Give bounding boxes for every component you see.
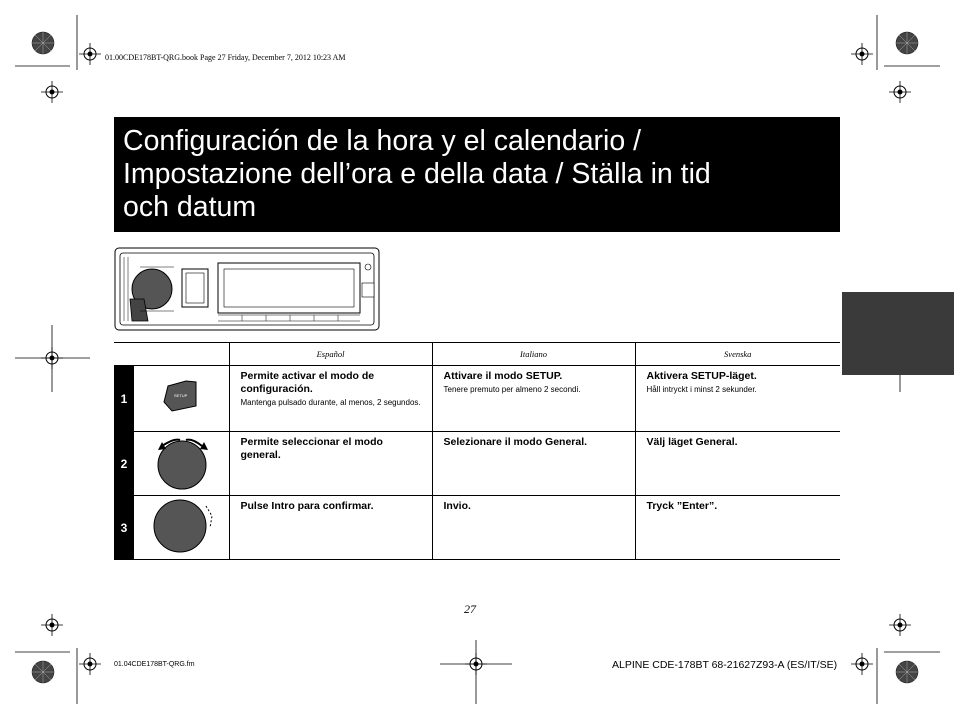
registration-star-icon	[32, 32, 54, 54]
step-main-text: Permite seleccionar el modo general.	[240, 436, 383, 461]
registration-cross-icon	[889, 81, 911, 103]
table-row	[114, 432, 840, 496]
registration-cross-icon	[889, 614, 911, 636]
step-sub-text: Mantenga pulsado durante, al menos, 2 segundos.	[240, 398, 421, 407]
section-tab	[842, 292, 954, 375]
step-main-text: Aktivera SETUP-läget.	[646, 370, 757, 382]
table-row	[114, 496, 840, 560]
column-header-sv: Svenska	[635, 343, 840, 366]
registration-cross-icon	[41, 81, 63, 103]
enter-knob-icon	[134, 496, 229, 554]
page-number: 27	[464, 602, 476, 616]
footer-model-code: ALPINE CDE-178BT 68-21627Z93-A (ES/IT/SE)	[612, 659, 838, 671]
column-header-it: Italiano	[432, 343, 635, 366]
rotary-knob-icon	[134, 432, 229, 490]
registration-star-icon	[896, 32, 918, 54]
registration-cross-icon	[41, 614, 63, 636]
svg-text:SETUP: SETUP	[174, 393, 188, 398]
title-line-1: Configuración de la hora y el calendario /	[123, 125, 642, 157]
step-main-text: Permite activar el modo de configuración.	[240, 370, 375, 395]
step-main-text: Tryck ”Enter”.	[646, 500, 718, 512]
table-row	[114, 366, 840, 432]
registration-cross-icon	[79, 43, 101, 65]
step-main-text: Pulse Intro para confirmar.	[240, 500, 374, 512]
table-header-row	[114, 343, 840, 366]
registration-star-icon	[896, 661, 918, 683]
steps-table	[114, 342, 840, 560]
head-unit-illustration	[114, 247, 380, 331]
step-number: 2	[114, 432, 134, 496]
step-sub-text: Tenere premuto per almeno 2 secondi.	[443, 385, 581, 394]
step-sub-text: Håll intryckt i minst 2 sekunder.	[646, 385, 757, 394]
setup-button-icon	[134, 366, 229, 426]
registration-cross-icon	[79, 653, 101, 675]
step-main-text: Invio.	[443, 500, 471, 512]
step-main-text: Attivare il modo SETUP.	[443, 370, 563, 382]
registration-cross-icon	[851, 653, 873, 675]
page-title	[114, 117, 840, 232]
title-line-3: och datum	[123, 191, 257, 223]
step-main-text: Selezionare il modo General.	[443, 436, 588, 448]
step-number: 3	[114, 496, 134, 560]
title-line-2: Impostazione dell’ora e della data / Ställa in tid	[123, 158, 711, 190]
registration-star-icon	[32, 661, 54, 683]
header-line: 01.00CDE178BT-QRG.book Page 27 Friday, December 7, 2012 10:23 AM	[105, 53, 346, 62]
registration-cross-icon	[851, 43, 873, 65]
footer-file-name: 01.04CDE178BT-QRG.fm	[114, 661, 195, 668]
column-header-es: Español	[229, 343, 432, 366]
step-number: 1	[114, 366, 134, 432]
step-main-text: Välj läget General.	[646, 436, 738, 448]
